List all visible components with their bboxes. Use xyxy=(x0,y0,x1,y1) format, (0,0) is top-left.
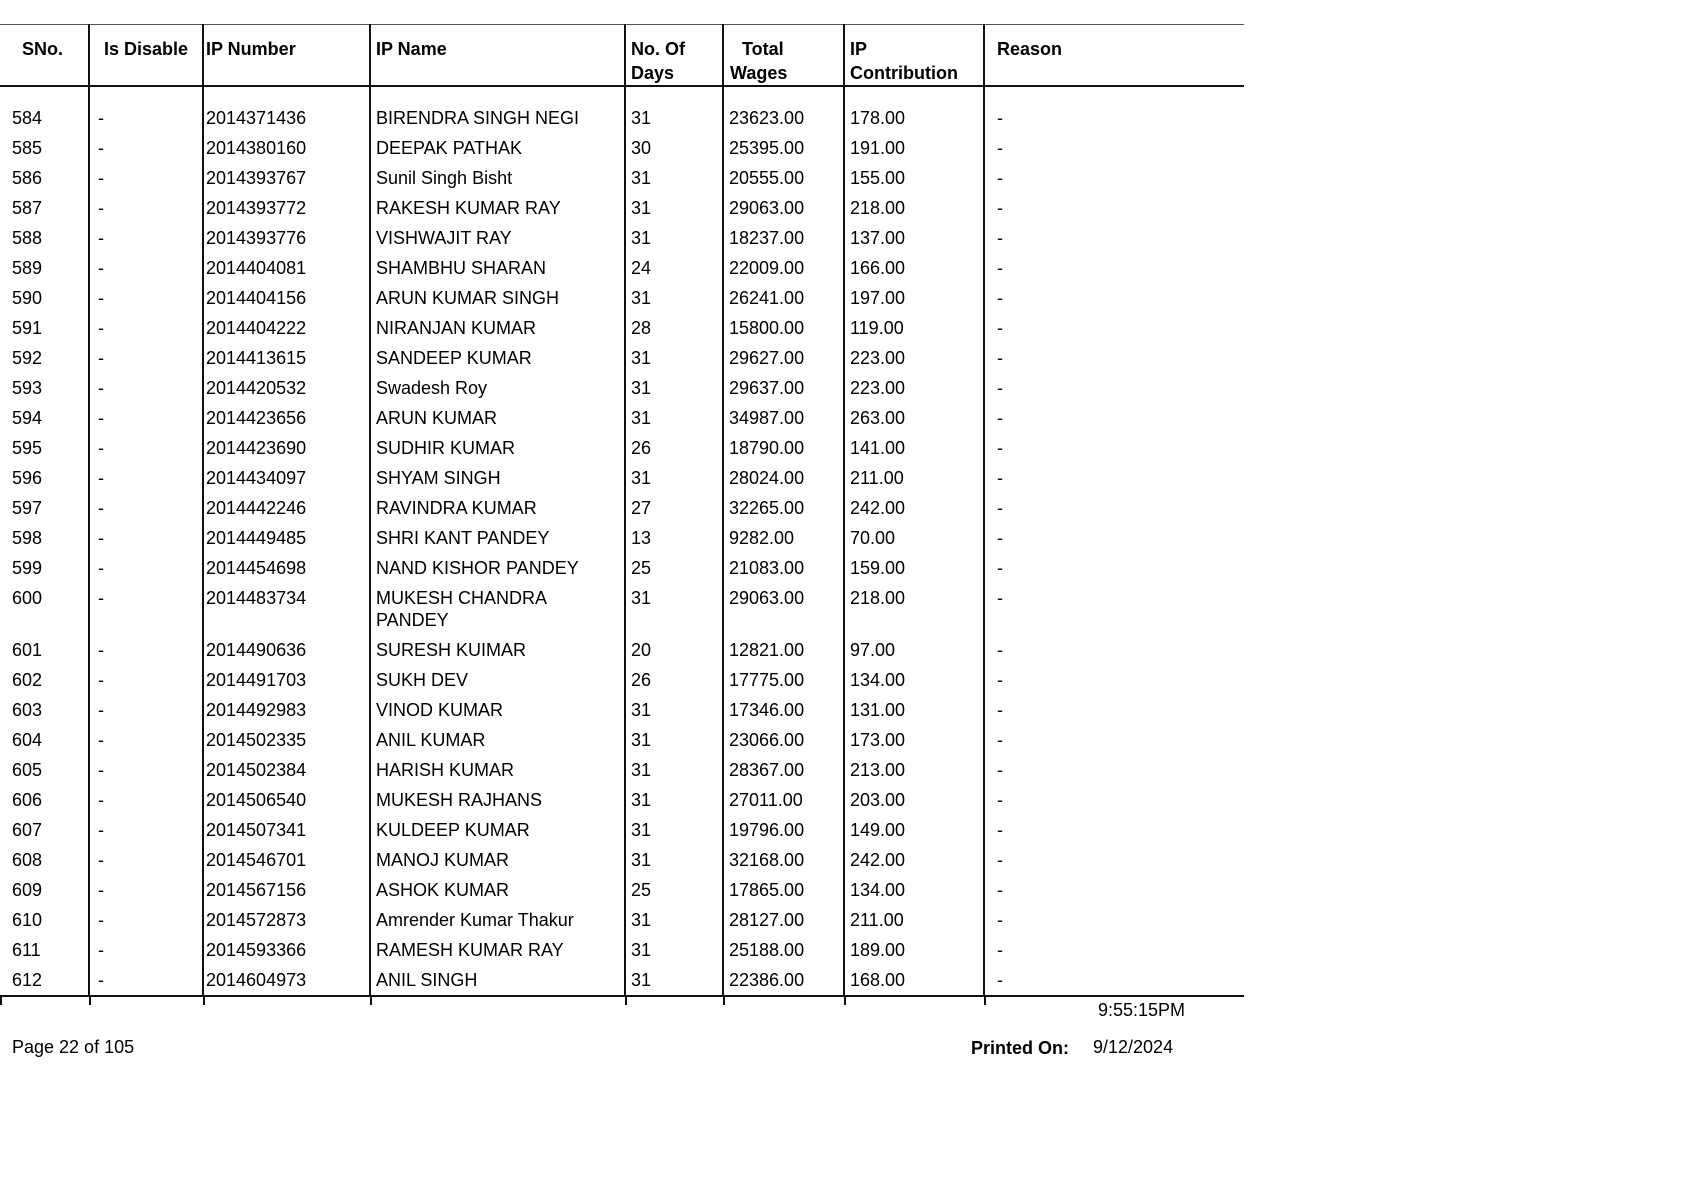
cell-ip-name: RAKESH KUMAR RAY xyxy=(370,194,625,224)
cell-ip-name: HARISH KUMAR xyxy=(370,756,625,786)
cell-ip-number: 2014546701 xyxy=(203,846,370,876)
cell-is-disable: - xyxy=(89,164,203,194)
column-end-ticks xyxy=(0,997,1244,1007)
cell-ip-contribution: 211.00 xyxy=(844,906,984,936)
cell-no-of-days: 25 xyxy=(625,876,723,906)
table-row xyxy=(0,756,1244,786)
cell-no-of-days: 27 xyxy=(625,494,723,524)
cell-ip-contribution: 223.00 xyxy=(844,374,984,404)
cell-total-wages: 34987.00 xyxy=(723,404,844,434)
table-row xyxy=(0,816,1244,846)
cell-ip-contribution: 197.00 xyxy=(844,284,984,314)
cell-sno: 594 xyxy=(12,408,43,428)
cell-reason: - xyxy=(984,816,1244,846)
cell-sno: 611 xyxy=(12,940,41,960)
header-ip-contribution-line1: IP xyxy=(850,39,868,59)
cell-ip-contribution: 137.00 xyxy=(844,224,984,254)
table-row xyxy=(0,906,1244,936)
cell-ip-name: MANOJ KUMAR xyxy=(370,846,625,876)
table-row xyxy=(0,86,1244,134)
table-row xyxy=(0,404,1244,434)
cell-no-of-days: 31 xyxy=(625,816,723,846)
cell-ip-name: SHAMBHU SHARAN xyxy=(370,254,625,284)
cell-no-of-days: 31 xyxy=(625,284,723,314)
cell-no-of-days: 26 xyxy=(625,434,723,464)
cell-sno: 604 xyxy=(12,730,43,750)
cell-reason: - xyxy=(984,344,1244,374)
cell-is-disable: - xyxy=(89,584,203,636)
cell-ip-number: 2014393767 xyxy=(203,164,370,194)
cell-no-of-days: 30 xyxy=(625,134,723,164)
cell-sno: 603 xyxy=(12,700,43,720)
cell-no-of-days: 31 xyxy=(625,464,723,494)
printed-on-date: 9/12/2024 xyxy=(1093,1037,1174,1057)
cell-ip-number: 2014593366 xyxy=(203,936,370,966)
cell-sno: 588 xyxy=(12,228,43,248)
cell-ip-contribution: 141.00 xyxy=(844,434,984,464)
cell-no-of-days: 31 xyxy=(625,966,723,996)
cell-ip-name: ANIL KUMAR xyxy=(370,726,625,756)
header-is-disable-label: Is Disable xyxy=(104,39,189,59)
cell-total-wages: 28127.00 xyxy=(723,906,844,936)
cell-ip-name: MUKESH RAJHANS xyxy=(370,786,625,816)
cell-ip-contribution: 134.00 xyxy=(844,876,984,906)
cell-total-wages: 28367.00 xyxy=(723,756,844,786)
cell-is-disable: - xyxy=(89,636,203,666)
cell-is-disable: - xyxy=(89,786,203,816)
cell-ip-name: BIRENDRA SINGH NEGI xyxy=(370,86,625,134)
header-total-wages xyxy=(723,25,844,87)
cell-ip-contribution: 191.00 xyxy=(844,134,984,164)
cell-is-disable: - xyxy=(89,756,203,786)
table-row xyxy=(0,314,1244,344)
cell-ip-name: SUDHIR KUMAR xyxy=(370,434,625,464)
contribution-report xyxy=(0,24,1244,997)
cell-total-wages: 22386.00 xyxy=(723,966,844,996)
column-tick xyxy=(370,997,372,1005)
cell-ip-number: 2014404081 xyxy=(203,254,370,284)
header-row xyxy=(0,25,1244,87)
cell-no-of-days: 31 xyxy=(625,936,723,966)
cell-total-wages: 17865.00 xyxy=(723,876,844,906)
cell-ip-number: 2014502335 xyxy=(203,726,370,756)
cell-ip-number: 2014442246 xyxy=(203,494,370,524)
cell-total-wages: 17775.00 xyxy=(723,666,844,696)
cell-ip-number: 2014434097 xyxy=(203,464,370,494)
header-total-wages-line2: Wages xyxy=(730,63,788,83)
cell-ip-number: 2014420532 xyxy=(203,374,370,404)
cell-reason: - xyxy=(984,464,1244,494)
cell-ip-number: 2014502384 xyxy=(203,756,370,786)
cell-reason: - xyxy=(984,726,1244,756)
cell-reason: - xyxy=(984,554,1244,584)
cell-no-of-days: 31 xyxy=(625,786,723,816)
cell-ip-contribution: 242.00 xyxy=(844,494,984,524)
cell-sno: 584 xyxy=(12,108,43,128)
cell-is-disable: - xyxy=(89,554,203,584)
header-ip-number xyxy=(203,25,370,87)
cell-no-of-days: 31 xyxy=(625,726,723,756)
cell-sno: 597 xyxy=(12,498,43,518)
cell-is-disable: - xyxy=(89,494,203,524)
cell-total-wages: 25395.00 xyxy=(723,134,844,164)
cell-ip-contribution: 213.00 xyxy=(844,756,984,786)
table-row xyxy=(0,966,1244,996)
cell-ip-number: 2014423690 xyxy=(203,434,370,464)
cell-is-disable: - xyxy=(89,936,203,966)
cell-sno: 602 xyxy=(12,670,43,690)
cell-reason: - xyxy=(984,164,1244,194)
cell-is-disable: - xyxy=(89,344,203,374)
cell-reason: - xyxy=(984,846,1244,876)
header-no-of-days xyxy=(625,25,723,87)
cell-total-wages: 29637.00 xyxy=(723,374,844,404)
header-ip-name-label: IP Name xyxy=(376,39,447,59)
cell-ip-name: VINOD KUMAR xyxy=(370,696,625,726)
print-time: 9:55:15PM xyxy=(1098,1000,1186,1020)
cell-reason: - xyxy=(984,374,1244,404)
cell-reason: - xyxy=(984,756,1244,786)
cell-total-wages: 32265.00 xyxy=(723,494,844,524)
cell-sno: 600 xyxy=(12,588,43,608)
cell-no-of-days: 31 xyxy=(625,344,723,374)
cell-total-wages: 15800.00 xyxy=(723,314,844,344)
column-tick xyxy=(625,997,627,1005)
cell-ip-number: 2014449485 xyxy=(203,524,370,554)
cell-ip-contribution: 263.00 xyxy=(844,404,984,434)
cell-is-disable: - xyxy=(89,86,203,134)
cell-total-wages: 22009.00 xyxy=(723,254,844,284)
table-row xyxy=(0,524,1244,554)
cell-no-of-days: 31 xyxy=(625,756,723,786)
cell-reason: - xyxy=(984,404,1244,434)
cell-sno: 590 xyxy=(12,288,43,308)
cell-is-disable: - xyxy=(89,374,203,404)
cell-ip-number: 2014572873 xyxy=(203,906,370,936)
cell-ip-contribution: 218.00 xyxy=(844,194,984,224)
cell-ip-number: 2014404156 xyxy=(203,284,370,314)
table-row xyxy=(0,726,1244,756)
cell-total-wages: 23623.00 xyxy=(723,86,844,134)
cell-sno: 592 xyxy=(12,348,43,368)
cell-ip-name: MUKESH CHANDRA PANDEY xyxy=(370,584,625,636)
cell-ip-name: SHYAM SINGH xyxy=(370,464,625,494)
cell-ip-contribution: 173.00 xyxy=(844,726,984,756)
cell-ip-number: 2014491703 xyxy=(203,666,370,696)
table-header xyxy=(0,25,1244,87)
cell-reason: - xyxy=(984,284,1244,314)
cell-is-disable: - xyxy=(89,464,203,494)
cell-is-disable: - xyxy=(89,434,203,464)
cell-sno: 586 xyxy=(12,168,43,188)
cell-total-wages: 29063.00 xyxy=(723,194,844,224)
cell-sno: 609 xyxy=(12,880,43,900)
column-tick xyxy=(0,997,2,1005)
cell-reason: - xyxy=(984,636,1244,666)
header-sno xyxy=(0,25,89,87)
cell-is-disable: - xyxy=(89,696,203,726)
cell-ip-contribution: 70.00 xyxy=(844,524,984,554)
cell-sno: 601 xyxy=(12,640,43,660)
cell-is-disable: - xyxy=(89,816,203,846)
cell-sno: 610 xyxy=(12,910,43,930)
table-row xyxy=(0,696,1244,726)
cell-total-wages: 25188.00 xyxy=(723,936,844,966)
cell-is-disable: - xyxy=(89,224,203,254)
cell-ip-number: 2014492983 xyxy=(203,696,370,726)
cell-sno: 607 xyxy=(12,820,43,840)
cell-ip-contribution: 189.00 xyxy=(844,936,984,966)
cell-ip-contribution: 178.00 xyxy=(844,86,984,134)
contribution-table xyxy=(0,24,1244,997)
cell-total-wages: 29627.00 xyxy=(723,344,844,374)
table-row xyxy=(0,876,1244,906)
column-tick xyxy=(89,997,91,1005)
cell-sno: 612 xyxy=(0,966,89,996)
table-row xyxy=(0,554,1244,584)
cell-total-wages: 32168.00 xyxy=(723,846,844,876)
cell-reason: - xyxy=(984,134,1244,164)
cell-no-of-days: 31 xyxy=(625,846,723,876)
cell-is-disable: - xyxy=(89,134,203,164)
column-tick xyxy=(984,997,986,1005)
cell-ip-name: SURESH KUIMAR xyxy=(370,636,625,666)
cell-no-of-days: 25 xyxy=(625,554,723,584)
cell-ip-name: SHRI KANT PANDEY xyxy=(370,524,625,554)
cell-no-of-days: 31 xyxy=(625,696,723,726)
cell-ip-contribution: 131.00 xyxy=(844,696,984,726)
cell-reason: - xyxy=(984,86,1244,134)
cell-ip-contribution: 211.00 xyxy=(844,464,984,494)
cell-no-of-days: 31 xyxy=(625,86,723,134)
cell-ip-name: SANDEEP KUMAR xyxy=(370,344,625,374)
cell-ip-name: SUKH DEV xyxy=(370,666,625,696)
cell-reason: - xyxy=(984,666,1244,696)
cell-sno: 595 xyxy=(12,438,43,458)
cell-is-disable: - xyxy=(89,966,203,996)
cell-total-wages: 20555.00 xyxy=(723,164,844,194)
cell-ip-number: 2014454698 xyxy=(203,554,370,584)
cell-ip-number: 2014371436 xyxy=(203,86,370,134)
cell-ip-name: Sunil Singh Bisht xyxy=(370,164,625,194)
cell-total-wages: 19796.00 xyxy=(723,816,844,846)
cell-is-disable: - xyxy=(89,524,203,554)
cell-total-wages: 28024.00 xyxy=(723,464,844,494)
cell-ip-number: 2014404222 xyxy=(203,314,370,344)
header-ip-name xyxy=(370,25,625,87)
cell-reason: - xyxy=(984,696,1244,726)
cell-ip-contribution: 134.00 xyxy=(844,666,984,696)
cell-ip-name: VISHWAJIT RAY xyxy=(370,224,625,254)
table-row xyxy=(0,494,1244,524)
table-row xyxy=(0,584,1244,636)
cell-reason: - xyxy=(984,254,1244,284)
cell-is-disable: - xyxy=(89,254,203,284)
table-row xyxy=(0,194,1244,224)
header-ip-contribution-line2: Contribution xyxy=(850,63,958,83)
table-row xyxy=(0,636,1244,666)
cell-no-of-days: 31 xyxy=(625,906,723,936)
cell-ip-name: KULDEEP KUMAR xyxy=(370,816,625,846)
cell-sno: 596 xyxy=(12,468,43,488)
cell-sno: 599 xyxy=(12,558,43,578)
page-number: Page 22 of 105 xyxy=(12,1037,135,1057)
cell-is-disable: - xyxy=(89,846,203,876)
cell-is-disable: - xyxy=(89,404,203,434)
cell-ip-name: ASHOK KUMAR xyxy=(370,876,625,906)
cell-ip-name: RAMESH KUMAR RAY xyxy=(370,936,625,966)
table-row xyxy=(0,344,1244,374)
cell-total-wages: 26241.00 xyxy=(723,284,844,314)
cell-ip-name: Swadesh Roy xyxy=(370,374,625,404)
cell-reason: - xyxy=(984,524,1244,554)
cell-no-of-days: 26 xyxy=(625,666,723,696)
cell-reason: - xyxy=(984,906,1244,936)
cell-ip-name: ARUN KUMAR SINGH xyxy=(370,284,625,314)
cell-reason: - xyxy=(984,936,1244,966)
header-total-wages-line1: Total xyxy=(742,39,784,59)
cell-no-of-days: 31 xyxy=(625,374,723,404)
cell-ip-number: 2014507341 xyxy=(203,816,370,846)
cell-ip-contribution: 149.00 xyxy=(844,816,984,846)
cell-ip-name: ANIL SINGH xyxy=(370,966,625,996)
cell-no-of-days: 31 xyxy=(625,194,723,224)
table-row xyxy=(0,434,1244,464)
header-is-disable xyxy=(89,25,203,87)
cell-no-of-days: 31 xyxy=(625,164,723,194)
column-tick xyxy=(844,997,846,1005)
table-row xyxy=(0,254,1244,284)
cell-total-wages: 27011.00 xyxy=(723,786,844,816)
cell-sno: 587 xyxy=(12,198,43,218)
cell-no-of-days: 20 xyxy=(625,636,723,666)
header-ip-number-label: IP Number xyxy=(206,39,296,59)
cell-ip-number: 2014413615 xyxy=(203,344,370,374)
cell-reason: - xyxy=(984,584,1244,636)
cell-ip-contribution: 119.00 xyxy=(844,314,984,344)
cell-total-wages: 29063.00 xyxy=(723,584,844,636)
printed-on-label: Printed On: xyxy=(971,1038,1069,1058)
table-row xyxy=(0,134,1244,164)
table-row xyxy=(0,786,1244,816)
cell-reason: - xyxy=(984,786,1244,816)
cell-total-wages: 17346.00 xyxy=(723,696,844,726)
cell-ip-name: Amrender Kumar Thakur xyxy=(370,906,625,936)
cell-total-wages: 9282.00 xyxy=(723,524,844,554)
cell-ip-contribution: 166.00 xyxy=(844,254,984,284)
cell-no-of-days: 24 xyxy=(625,254,723,284)
cell-total-wages: 18237.00 xyxy=(723,224,844,254)
cell-ip-number: 2014483734 xyxy=(203,584,370,636)
cell-total-wages: 23066.00 xyxy=(723,726,844,756)
header-reason-label: Reason xyxy=(997,39,1063,59)
cell-ip-number: 2014423656 xyxy=(203,404,370,434)
cell-ip-name: ARUN KUMAR xyxy=(370,404,625,434)
cell-reason: - xyxy=(984,314,1244,344)
header-no-of-days-line1: No. Of xyxy=(631,39,685,59)
table-row xyxy=(0,284,1244,314)
table-row xyxy=(0,666,1244,696)
cell-ip-number: 2014490636 xyxy=(203,636,370,666)
cell-sno: 589 xyxy=(12,258,43,278)
cell-no-of-days: 31 xyxy=(625,224,723,254)
cell-total-wages: 12821.00 xyxy=(723,636,844,666)
table-body xyxy=(0,86,1244,996)
cell-no-of-days: 31 xyxy=(625,404,723,434)
column-tick xyxy=(203,997,205,1005)
cell-sno: 593 xyxy=(12,378,43,398)
cell-ip-contribution: 159.00 xyxy=(844,554,984,584)
cell-ip-number: 2014380160 xyxy=(203,134,370,164)
cell-total-wages: 18790.00 xyxy=(723,434,844,464)
cell-ip-contribution: 97.00 xyxy=(844,636,984,666)
cell-is-disable: - xyxy=(89,906,203,936)
cell-ip-contribution: 203.00 xyxy=(844,786,984,816)
cell-sno: 591 xyxy=(12,318,43,338)
table-row xyxy=(0,374,1244,404)
table-row xyxy=(0,164,1244,194)
cell-is-disable: - xyxy=(89,666,203,696)
header-ip-contribution xyxy=(844,25,984,87)
cell-ip-name: DEEPAK PATHAK xyxy=(370,134,625,164)
column-tick xyxy=(723,997,725,1005)
cell-ip-contribution: 242.00 xyxy=(844,846,984,876)
cell-ip-contribution: 223.00 xyxy=(844,344,984,374)
cell-reason: - xyxy=(984,966,1244,996)
cell-is-disable: - xyxy=(89,726,203,756)
table-row xyxy=(0,846,1244,876)
cell-no-of-days: 13 xyxy=(625,524,723,554)
table-row xyxy=(0,464,1244,494)
cell-no-of-days: 31 xyxy=(625,584,723,636)
header-no-of-days-line2: Days xyxy=(631,63,675,83)
cell-total-wages: 21083.00 xyxy=(723,554,844,584)
cell-sno: 585 xyxy=(12,138,43,158)
cell-is-disable: - xyxy=(89,876,203,906)
cell-reason: - xyxy=(984,494,1244,524)
cell-reason: - xyxy=(984,434,1244,464)
cell-ip-name: NIRANJAN KUMAR xyxy=(370,314,625,344)
cell-ip-contribution: 218.00 xyxy=(844,584,984,636)
cell-ip-number: 2014604973 xyxy=(203,966,370,996)
cell-is-disable: - xyxy=(89,314,203,344)
cell-ip-contribution: 155.00 xyxy=(844,164,984,194)
cell-sno: 605 xyxy=(12,760,43,780)
cell-ip-number: 2014393776 xyxy=(203,224,370,254)
cell-ip-number: 2014506540 xyxy=(203,786,370,816)
cell-ip-contribution: 168.00 xyxy=(844,966,984,996)
table-row xyxy=(0,224,1244,254)
cell-sno: 608 xyxy=(12,850,43,870)
cell-ip-number: 2014393772 xyxy=(203,194,370,224)
header-reason xyxy=(984,25,1244,87)
cell-no-of-days: 28 xyxy=(625,314,723,344)
cell-is-disable: - xyxy=(89,194,203,224)
cell-reason: - xyxy=(984,876,1244,906)
header-sno-label: SNo. xyxy=(22,39,64,59)
cell-reason: - xyxy=(984,194,1244,224)
cell-reason: - xyxy=(984,224,1244,254)
cell-sno: 598 xyxy=(12,528,43,548)
cell-ip-number: 2014567156 xyxy=(203,876,370,906)
cell-sno: 606 xyxy=(12,790,43,810)
cell-ip-name: NAND KISHOR PANDEY xyxy=(370,554,625,584)
cell-is-disable: - xyxy=(89,284,203,314)
cell-ip-name: RAVINDRA KUMAR xyxy=(370,494,625,524)
table-row xyxy=(0,936,1244,966)
